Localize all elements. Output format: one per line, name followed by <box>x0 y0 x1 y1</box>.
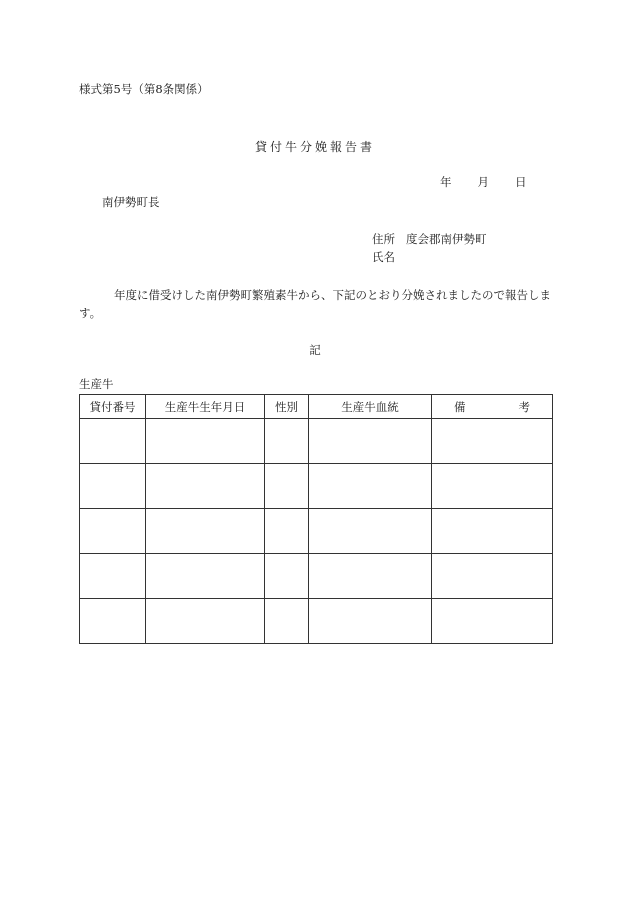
date-month-label: 月 <box>477 175 489 189</box>
recipient: 南伊勢町長 <box>102 195 160 209</box>
header-remarks-1: 備 <box>454 399 466 414</box>
address-label: 住所 <box>372 232 395 246</box>
table-cell[interactable] <box>80 599 146 644</box>
table-cell[interactable] <box>265 554 309 599</box>
address-value: 度会郡南伊勢町 <box>406 232 487 246</box>
table-cell[interactable] <box>80 419 146 464</box>
table-cell[interactable] <box>432 599 553 644</box>
date-year-label: 年 <box>440 175 452 189</box>
header-loan-number: 貸付番号 <box>80 395 146 419</box>
table-header-row <box>80 395 553 419</box>
table-cell[interactable] <box>309 509 432 554</box>
table-row <box>80 464 553 509</box>
header-remarks <box>432 395 553 419</box>
table-cell[interactable] <box>432 509 553 554</box>
section-label: 生産牛 <box>79 377 114 391</box>
header-remarks-2: 考 <box>518 399 530 414</box>
table-cell[interactable] <box>432 464 553 509</box>
table-cell[interactable] <box>265 509 309 554</box>
address-row <box>372 232 487 246</box>
header-sex: 性別 <box>265 395 309 419</box>
table-cell[interactable] <box>80 464 146 509</box>
document-title: 貸付牛分娩報告書 <box>254 140 375 154</box>
table-cell[interactable] <box>309 464 432 509</box>
name-row <box>372 250 395 264</box>
table-row <box>80 599 553 644</box>
table-cell[interactable] <box>309 419 432 464</box>
table-cell[interactable] <box>309 599 432 644</box>
table-cell[interactable] <box>146 599 265 644</box>
header-birth-date: 生産牛生年月日 <box>146 395 265 419</box>
table-cell[interactable] <box>146 419 265 464</box>
date-day-label: 日 <box>515 175 527 189</box>
table-cell[interactable] <box>265 464 309 509</box>
table-row <box>80 554 553 599</box>
body-text: 年度に借受けした南伊勢町繁殖素牛から、下記のとおり分娩されましたので報告します。 <box>79 288 551 320</box>
table-cell[interactable] <box>265 419 309 464</box>
header-lineage: 生産牛血統 <box>309 395 432 419</box>
table-cell[interactable] <box>146 509 265 554</box>
name-label: 氏名 <box>372 250 395 264</box>
table-row <box>80 419 553 464</box>
table-cell[interactable] <box>80 509 146 554</box>
table-row <box>80 509 553 554</box>
cattle-table <box>79 394 553 644</box>
table-cell[interactable] <box>309 554 432 599</box>
table-cell[interactable] <box>432 554 553 599</box>
date-row <box>440 175 527 189</box>
table-cell[interactable] <box>146 554 265 599</box>
table-cell[interactable] <box>265 599 309 644</box>
form-number: 様式第5号（第8条関係） <box>79 82 209 96</box>
ki-heading: 記 <box>309 343 321 357</box>
table-cell[interactable] <box>80 554 146 599</box>
table-cell[interactable] <box>146 464 265 509</box>
table-cell[interactable] <box>432 419 553 464</box>
